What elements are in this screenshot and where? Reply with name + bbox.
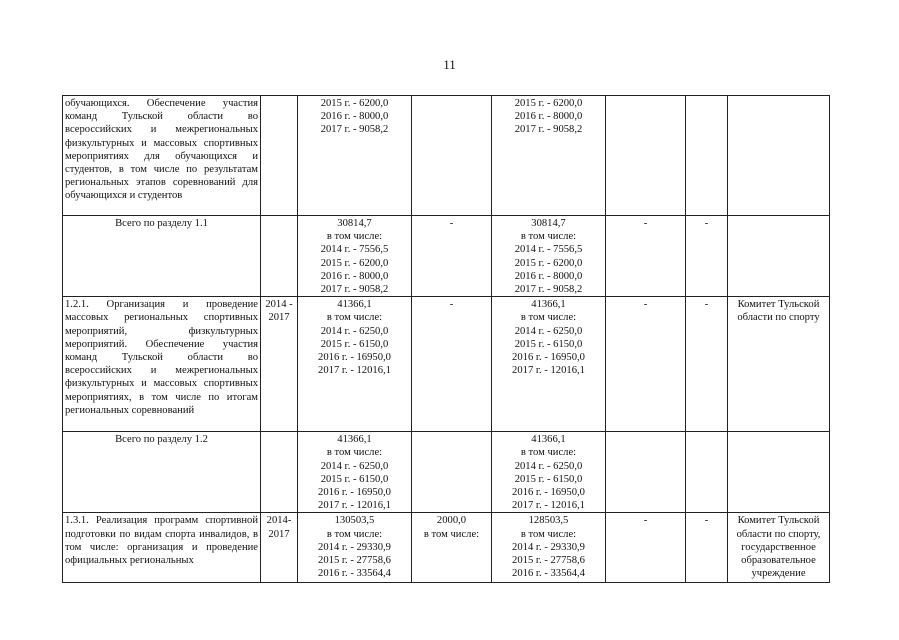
cell-line: 2015 г. - 6200,0	[320, 257, 389, 269]
cell-federal	[412, 432, 492, 513]
cell-line: 2017 г. - 12016,1	[318, 365, 391, 377]
cell-line: в том числе:	[326, 447, 383, 459]
cell-line: 2017 г. - 9058,2	[514, 284, 583, 296]
table-row	[63, 297, 830, 432]
cell-executor	[728, 216, 830, 297]
cell-line: 2015 г. - 6150,0	[514, 473, 583, 485]
cell-line: 128503,5	[528, 515, 569, 527]
cell-period	[261, 216, 298, 297]
cell-total	[298, 96, 412, 216]
cell-line: 2014 г. - 6250,0	[514, 460, 583, 472]
cell-line: 41366,1	[531, 299, 566, 311]
cell-line: 2017 г. - 12016,1	[318, 500, 391, 512]
cell-line: 2017 г. - 9058,2	[320, 284, 389, 296]
cell-line: в том числе:	[326, 231, 383, 243]
cell-line: 41366,1	[337, 434, 372, 446]
cell-line: -	[449, 299, 454, 311]
cell-total	[298, 432, 412, 513]
cell-description: Всего по разделу 1.1	[63, 216, 261, 297]
cell-description: Всего по разделу 1.2	[63, 432, 261, 513]
cell-line: в том числе:	[326, 528, 383, 540]
cell-line: 2015 г. - 6150,0	[514, 338, 583, 350]
cell-other: -	[686, 513, 728, 583]
cell-regional	[492, 513, 606, 583]
cell-federal	[412, 216, 492, 297]
cell-description: 1.3.1. Реализация программ спортивной подготовки по видам спорта инвалидов, в том числе: организация и проведение официальных региональных	[63, 513, 261, 583]
cell-line: 2014 г. - 6250,0	[320, 460, 389, 472]
cell-line: в том числе:	[520, 447, 577, 459]
cell-regional	[492, 432, 606, 513]
cell-line: 2014 г. - 6250,0	[320, 325, 389, 337]
table-row	[63, 96, 830, 216]
cell-other: -	[686, 216, 728, 297]
cell-federal	[412, 297, 492, 432]
cell-executor: Комитет Тульской области по спорту	[728, 297, 830, 432]
cell-line: 2015 г. - 6200,0	[514, 98, 583, 109]
cell-line: 2016 г. - 33564,4	[318, 568, 391, 580]
cell-line: 2016 г. - 8000,0	[320, 270, 389, 282]
cell-federal	[412, 513, 492, 583]
cell-total	[298, 513, 412, 583]
cell-line: 2016 г. - 16950,0	[512, 487, 585, 499]
cell-line: 2015 г. - 6200,0	[514, 257, 583, 269]
table-row	[63, 513, 830, 583]
cell-line: 2016 г. - 16950,0	[318, 352, 391, 364]
cell-description: обучающихся. Обеспечение участия команд Тульской области во всероссийских и межрегиональных физкультурных и массовых спортивных мероприятиях для обучающихся и студентов, в том числе по результатам региональных этапов соревнований для обучающихся и студентов	[63, 96, 261, 216]
cell-line: 41366,1	[337, 299, 372, 311]
cell-line: 2000,0	[436, 515, 467, 527]
cell-other	[686, 96, 728, 216]
budget-table	[62, 95, 830, 583]
cell-line: 2015 г. - 27758,6	[318, 555, 391, 567]
cell-line: 2016 г. - 16950,0	[318, 487, 391, 499]
cell-executor: Комитет Тульской области по спорту, государственное образовательное учреждение	[728, 513, 830, 583]
cell-line: 2015 г. - 6150,0	[320, 338, 389, 350]
cell-line: 2017 г. - 12016,1	[512, 500, 585, 512]
cell-line: 2016 г. - 16950,0	[512, 352, 585, 364]
cell-line: в том числе:	[423, 528, 480, 540]
cell-line: 2015 г. - 27758,6	[512, 555, 585, 567]
cell-line: 30814,7	[531, 218, 566, 229]
cell-line: 2016 г. - 8000,0	[514, 111, 583, 123]
cell-local	[606, 432, 686, 513]
cell-period	[261, 96, 298, 216]
cell-line: 2016 г. - 8000,0	[514, 270, 583, 282]
cell-line: 2014 г. - 7556,5	[320, 244, 389, 256]
cell-line: 130503,5	[334, 515, 375, 527]
cell-line: 2015 г. - 6200,0	[320, 98, 389, 109]
cell-total	[298, 216, 412, 297]
page-number: 11	[443, 57, 456, 72]
table-row	[63, 216, 830, 297]
table-row	[63, 432, 830, 513]
cell-period	[261, 432, 298, 513]
cell-line: 2017 г. - 9058,2	[320, 124, 389, 136]
cell-line: 2014 г. - 6250,0	[514, 325, 583, 337]
cell-line: -	[449, 218, 454, 229]
cell-line: 2016 г. - 8000,0	[320, 111, 389, 123]
cell-line: 41366,1	[531, 434, 566, 446]
cell-line: в том числе:	[520, 231, 577, 243]
cell-regional	[492, 216, 606, 297]
cell-local: -	[606, 216, 686, 297]
cell-line: 2016 г. - 33564,4	[512, 568, 585, 580]
cell-description: 1.2.1. Организация и проведение массовых региональных спортивных мероприятий, физкультурных мероприятий. Обеспечение участия команд Тульской области во всероссийских и межрегиональных физкультурных и массовых спортивных мероприятиях, в том числе по итогам региональных соревнований	[63, 297, 261, 432]
cell-line: 2017 г. - 12016,1	[512, 365, 585, 377]
cell-federal	[412, 96, 492, 216]
cell-regional	[492, 96, 606, 216]
cell-line: в том числе:	[520, 312, 577, 324]
cell-line: 2014 г. - 29330,9	[512, 541, 585, 553]
cell-line: 30814,7	[337, 218, 372, 229]
cell-period: 2014- 2017	[261, 513, 298, 583]
cell-other	[686, 432, 728, 513]
cell-period: 2014 - 2017	[261, 297, 298, 432]
cell-line: в том числе:	[326, 312, 383, 324]
cell-executor	[728, 432, 830, 513]
cell-line: 2015 г. - 6150,0	[320, 473, 389, 485]
cell-line: 2014 г. - 7556,5	[514, 244, 583, 256]
cell-other: -	[686, 297, 728, 432]
cell-regional	[492, 297, 606, 432]
cell-line: в том числе:	[520, 528, 577, 540]
cell-local	[606, 96, 686, 216]
cell-executor	[728, 96, 830, 216]
cell-total	[298, 297, 412, 432]
cell-local: -	[606, 513, 686, 583]
cell-line: 2014 г. - 29330,9	[318, 541, 391, 553]
cell-local: -	[606, 297, 686, 432]
cell-line: 2017 г. - 9058,2	[514, 124, 583, 136]
